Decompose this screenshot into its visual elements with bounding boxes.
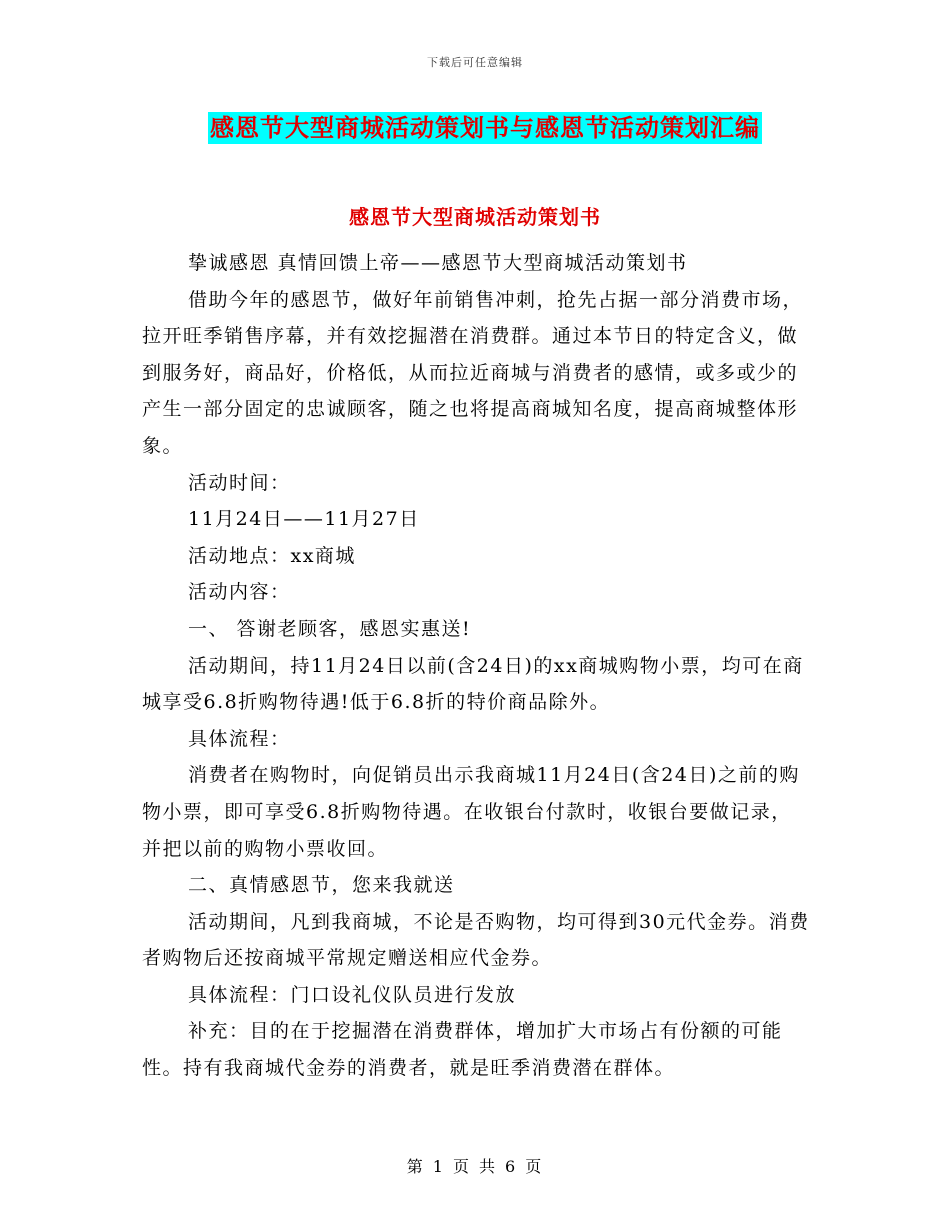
footer-page-prefix: 第 [406,1157,425,1176]
paragraph-time-value: 11月24日——11月27日 [188,508,420,531]
paragraph-process-two: 具体流程：门口设礼仪队员进行发放 [188,983,517,1006]
main-title-highlight [208,112,762,144]
paragraph-content-label: 活动内容： [188,581,291,604]
document-body [142,245,810,1087]
footer-page-number: 1 [432,1157,445,1176]
header-note: 下载后可任意编辑 [427,56,523,69]
page-footer [0,1154,950,1177]
paragraph-location: 活动地点：xx商城 [188,544,356,567]
footer-total-prefix: 共 [479,1157,498,1176]
paragraph-time-label: 活动时间： [188,471,291,494]
paragraph-tagline: 挚诚感恩 真情回馈上帝——感恩节大型商城活动策划书 [188,252,688,274]
paragraph-section-one-detail: 活动期间，持11月24日以前(含24日)的xx商城购物小票，均可在商城享受6.8折购物待遇!低于6.8折的特价商品除外。 [142,654,804,714]
footer-total-suffix: 页 [525,1157,544,1176]
paragraph-process-detail: 消费者在购物时，向促销员出示我商城11月24日(含24日)之前的购物小票，即可享受6.8折购物待遇。在收银台付款时，收银台要做记录，并把以前的购物小票收回。 [142,764,800,860]
paragraph-supplement: 补充：目的在于挖掘潜在消费群体，增加扩大市场占有份额的可能性。持有我商城代金券的消费者，就是旺季消费潜在群体。 [142,1020,783,1080]
footer-page-mid: 页 [452,1157,471,1176]
paragraph-section-one: 一、 答谢老顾客，感恩实惠送! [188,617,472,640]
footer-total-pages: 6 [505,1157,518,1176]
paragraph-section-two-detail: 活动期间，凡到我商城，不论是否购物，均可得到30元代金券。消费者购物后还按商城平常规定赠送相应代金券。 [142,910,810,970]
sub-title: 感恩节大型商城活动策划书 [349,205,601,229]
main-title: 感恩节大型商城活动策划书与感恩节活动策划汇编 [210,114,760,142]
paragraph-section-two: 二、真情感恩节，您来我就送 [188,874,455,897]
paragraph-process-label: 具体流程： [188,727,291,750]
paragraph-intro: 借助今年的感恩节，做好年前销售冲刺，抢先占据一部分消费市场，拉开旺季销售序幕，并有效挖掘潜在消费群。通过本节日的特定含义，做到服务好，商品好，价格低，从而拉近商城与消费者的感情，或多或少的产生一部分固定的忠诚顾客，随之也将提高商城知名度，提高商城整体形象。 [142,288,804,457]
